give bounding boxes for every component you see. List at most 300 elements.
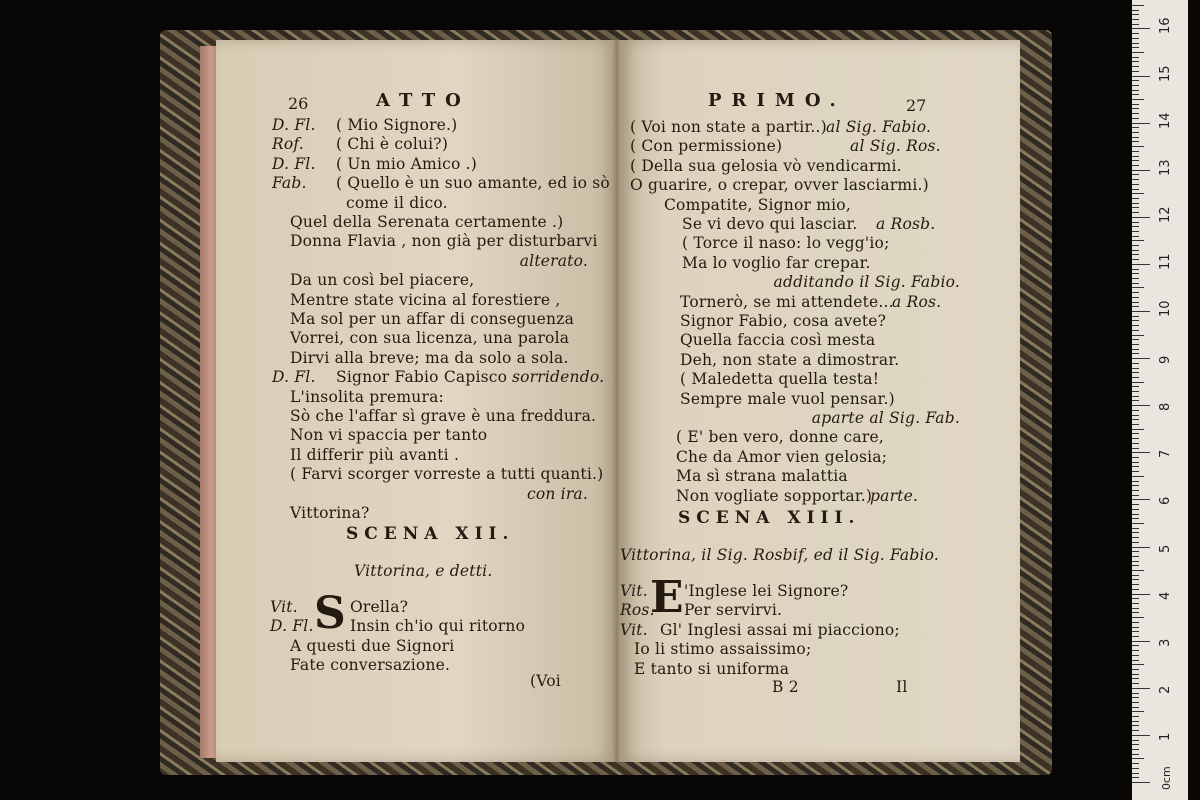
ruler-tick [1132,758,1144,759]
ruler-tick [1132,292,1139,293]
ruler-tick [1132,735,1150,736]
ruler-tick [1132,198,1139,199]
ruler-tick [1132,118,1139,119]
ruler-label: 2 [1158,685,1173,694]
verse-text: Signor Fabio Capisco [336,368,508,387]
ruler-tick [1132,749,1139,750]
ruler-tick [1132,353,1139,354]
verse-text: Sempre male vuol pensar.) [680,389,895,408]
ruler-tick [1132,14,1139,15]
verse-text: Il differir più avanti . [290,445,460,464]
text-line [216,194,616,214]
ruler-tick [1132,754,1139,755]
verse-text: Da un così bel piacere, [290,271,475,290]
ruler-tick [1132,660,1139,661]
verse-text: E tanto si uniforma [634,659,790,678]
ruler-tick [1132,306,1139,307]
ruler-tick [1132,43,1139,44]
ruler-tick [1132,763,1139,764]
text-line [216,174,616,194]
ruler-tick [1132,165,1139,166]
text-line [216,116,616,136]
verse-text: Orella? [350,598,409,616]
ruler-label: 1 [1158,732,1173,741]
ruler-tick [1132,693,1139,694]
ruler-tick [1132,377,1139,378]
ruler-tick [1132,372,1139,373]
text-line [620,254,1020,274]
ruler-tick [1132,499,1150,500]
text-line [216,426,616,446]
text-line [620,601,1020,621]
ruler-tick [1132,382,1144,383]
ruler-tick [1132,537,1139,538]
ruler-tick [1132,410,1139,411]
speaker-label: D. Fl. [270,617,314,636]
ruler-tick [1132,287,1144,288]
ruler-label: 5 [1158,544,1173,553]
text-line [216,446,616,466]
ruler-label: 11 [1158,253,1173,270]
ruler-tick [1132,52,1144,53]
ruler-tick [1132,509,1139,510]
ruler-label: 14 [1158,112,1173,129]
text-line [620,390,1020,410]
catchword: Il [896,678,908,696]
ruler-tick [1132,217,1150,218]
ruler-label: 10 [1158,300,1173,317]
ruler-tick [1132,94,1139,95]
text-line [216,485,616,505]
ruler-tick [1132,344,1139,345]
verse-text: ( Torce il naso: lo vegg'io; [682,234,890,253]
ruler-tick [1132,664,1144,665]
stage-direction: a Rosb. [876,215,936,233]
ruler-tick [1132,358,1150,359]
text-line [620,660,1020,680]
stage-direction: a Ros. [892,292,942,311]
ruler-tick [1132,170,1150,171]
ruler-tick [1132,612,1139,613]
ruler-tick [1132,269,1139,270]
ruler-tick [1132,429,1144,430]
verse-text: Dirvi alla breve; ma da solo a sola. [290,348,569,367]
ruler-tick [1132,452,1150,453]
ruler-tick [1132,768,1139,769]
verse-text: ( Mio Signore.) [336,116,458,134]
ruler-tick [1132,184,1139,185]
ruler-tick [1132,419,1139,420]
running-head: ATTO [376,90,471,111]
ruler-tick [1132,189,1139,190]
ruler-tick [1132,386,1139,387]
text-line [620,428,1020,448]
ruler-tick [1132,363,1139,364]
ruler-label: 4 [1158,591,1173,600]
verse-text: Non vogliate sopportar.) [676,486,873,505]
text-line [620,448,1020,468]
ruler-tick [1132,551,1139,552]
ruler-tick [1132,702,1139,703]
text-line [620,137,1020,157]
verse-text: ( Quello è un suo amante, ed io sò [336,174,610,193]
ruler-tick [1132,504,1139,505]
ruler-tick [1132,584,1139,585]
signature-mark: B 2 [772,678,799,696]
ruler-tick [1132,80,1139,81]
ruler-tick [1132,99,1144,100]
right-page [620,40,1020,762]
ruler-tick [1132,174,1139,175]
drop-capital: S [314,588,346,639]
ruler-tick [1132,471,1139,472]
ruler-tick [1132,391,1139,392]
ruler-tick [1132,782,1150,783]
text-line [620,273,1020,293]
running-head: PRIMO. [708,90,846,111]
ruler-tick [1132,707,1139,708]
text-line [216,504,616,524]
ruler-tick [1132,33,1139,34]
verse-text: ( Maledetta quella testa! [680,370,880,389]
ruler-tick [1132,438,1139,439]
ruler-tick [1132,443,1139,444]
ruler-tick [1132,711,1144,712]
text-line [620,312,1020,332]
stage-direction: al Sig. Fabio. [826,118,932,136]
stage-direction: al Sig. Ros. [850,137,941,156]
verse-text: L'insolita premura: [290,387,444,406]
text-line [216,368,616,388]
ruler-tick [1132,561,1139,562]
text-line [620,621,1020,641]
ruler-tick [1132,132,1139,133]
ruler-tick [1132,627,1139,628]
ruler-tick [1132,316,1139,317]
ruler-label: 8 [1158,402,1173,412]
scale-ruler [1132,0,1188,800]
text-line [216,598,616,618]
speaker-label: Vit. [620,620,648,639]
text-line [620,487,1020,507]
ruler-tick [1132,137,1139,138]
ruler-tick [1132,669,1139,670]
ruler-tick [1132,264,1150,265]
verse-text: Sò che l'affar sì grave è una freddura. [290,407,597,425]
left-page [216,40,616,762]
ruler-tick [1132,730,1139,731]
ruler-tick [1132,259,1139,260]
ruler-tick [1132,203,1139,204]
verse-text: ( Un mio Amico .) [336,154,478,173]
verse-text: O guarire, o crepar, ovver lasciarmi.) [630,176,929,195]
ruler-tick [1132,212,1139,213]
ruler-tick [1132,19,1139,20]
scene-cast: Vittorina, il Sig. Rosbif, ed il Sig. Fabio. [620,546,940,564]
ruler-tick [1132,532,1139,533]
ruler-tick [1132,598,1139,599]
speaker-label: Rof. [272,135,304,154]
ruler-tick [1132,47,1139,48]
ruler-tick [1132,457,1139,458]
scene-cast: Vittorina, e detti. [354,562,493,580]
ruler-tick [1132,85,1139,86]
ruler-tick [1132,396,1139,397]
verse-text: Insin ch'io qui ritorno [350,617,526,636]
ruler-tick [1132,495,1139,496]
ruler-tick [1132,570,1144,571]
page-number: 27 [906,96,927,115]
ruler-tick [1132,622,1139,623]
ruler-tick [1132,250,1139,251]
ruler-tick [1132,320,1139,321]
ruler-tick [1132,641,1150,642]
ruler-tick [1132,415,1139,416]
ruler-tick [1132,603,1139,604]
text-line [216,329,616,349]
ruler-label: 13 [1158,159,1173,176]
ruler-tick [1132,179,1139,180]
text-line [620,351,1020,371]
verse-text: A questi due Signori [290,636,455,655]
speaker-label: D. Fl. [272,116,316,134]
ruler-tick [1132,330,1139,331]
ruler-tick [1132,127,1139,128]
ruler-tick [1132,631,1139,632]
ruler-tick [1132,523,1144,524]
text-line [216,465,616,485]
ruler-tick [1132,66,1139,67]
text-line [216,310,616,330]
ruler-tick [1132,518,1139,519]
ruler-tick [1132,462,1139,463]
text-line [216,232,616,252]
ruler-tick [1132,123,1150,124]
ruler-tick [1132,222,1139,223]
ruler-tick [1132,5,1144,6]
verse-text: Mentre state vicina al forestiere , [290,290,561,309]
verse-text: Deh, non state a dimostrar. [680,350,900,369]
ruler-label: 3 [1158,638,1173,647]
ruler-tick [1132,674,1139,675]
verse-text: come il dico. [346,193,448,212]
ruler-tick [1132,589,1139,590]
text-line [620,331,1020,351]
ruler-tick [1132,448,1139,449]
text-line [216,407,616,427]
ruler-tick [1132,193,1144,194]
ruler-tick [1132,10,1139,11]
speaker-label: Vit. [620,582,648,600]
ruler-tick [1132,744,1139,745]
stage-direction: sorridendo. [512,368,605,387]
text-line [216,135,616,155]
ruler-tick [1132,156,1139,157]
text-line [216,349,616,369]
ruler-tick [1132,400,1139,401]
text-line [216,155,616,175]
text-line [216,271,616,291]
ruler-tick [1132,721,1139,722]
ruler-label: 6 [1158,497,1173,506]
ruler-tick [1132,716,1139,717]
stage-direction: con ira. [526,484,588,503]
text-line [620,370,1020,390]
ruler-label: 16 [1158,17,1173,35]
ruler-unit: 0cm [1160,766,1173,790]
verse-text: Fate conversazione. [290,656,451,675]
ruler-tick [1132,433,1139,434]
ruler-tick [1132,160,1139,161]
ruler-tick [1132,141,1139,142]
ruler-tick [1132,71,1139,72]
ruler-tick [1132,466,1139,467]
text-line [620,234,1020,254]
text-line [216,252,616,272]
ruler-tick [1132,579,1139,580]
text-line [216,637,616,657]
ruler-tick [1132,688,1150,689]
ruler-tick [1132,481,1139,482]
verse-text: Vittorina? [290,504,370,522]
ruler-tick [1132,565,1139,566]
text-line [620,409,1020,429]
stage-direction: parte. [870,486,919,505]
ruler-tick [1132,108,1139,109]
ruler-tick [1132,278,1139,279]
stage-direction: alterato. [519,251,588,270]
ruler-label: 9 [1158,355,1173,365]
ruler-tick [1132,405,1150,406]
ruler-tick [1132,113,1139,114]
ruler-tick [1132,311,1150,312]
ruler-tick [1132,273,1139,274]
text-line [620,640,1020,660]
ruler-tick [1132,476,1144,477]
ruler-tick [1132,335,1144,336]
text-line [620,215,1020,235]
ruler-label: 12 [1158,206,1173,223]
ruler-tick [1132,594,1150,595]
verse-text: Signor Fabio, cosa avete? [680,312,887,330]
text-line [620,467,1020,487]
verse-text: Quella faccia così mesta [680,331,876,350]
ruler-tick [1132,38,1139,39]
verse-text: Ma sì strana malattia [676,467,848,486]
ruler-label: 7 [1158,450,1173,459]
ruler-tick [1132,617,1144,618]
ruler-tick [1132,24,1139,25]
ruler-tick [1132,57,1139,58]
verse-text: ( Farvi scorger vorreste a tutti quanti.) [290,465,604,484]
ruler-tick [1132,514,1139,515]
ruler-tick [1132,725,1139,726]
verse-text: ( Voi non state a partir..) [630,118,827,136]
text-line [620,157,1020,177]
scene-title: SCENA XII. [346,524,515,544]
verse-text: ( Della sua gelosia vò vendicarmi. [630,156,902,175]
verse-text: Compatite, Signor mio, [664,195,851,214]
speaker-label: Fab. [272,174,307,193]
ruler-tick [1132,528,1139,529]
stage-direction: aparte al Sig. Fab. [811,409,960,427]
text-line [620,176,1020,196]
ruler-tick [1132,245,1139,246]
verse-text: Donna Flavia , non già per disturbarvi [290,232,598,251]
ruler-tick [1132,302,1139,303]
verse-text: Se vi devo qui lasciar. [682,215,858,233]
ruler-tick [1132,645,1139,646]
ruler-tick [1132,76,1150,77]
ruler-tick [1132,146,1144,147]
text-line [620,293,1020,313]
verse-text: Per servirvi. [684,601,783,620]
ruler-tick [1132,231,1139,232]
verse-text: 'Inglese lei Signore? [684,582,849,600]
ruler-tick [1132,297,1139,298]
text-line [216,388,616,408]
text-line [216,617,616,637]
ruler-tick [1132,339,1139,340]
verse-text: ( E' ben vero, donne care, [676,428,884,447]
ruler-tick [1132,28,1150,29]
text-line [216,291,616,311]
ruler-tick [1132,655,1139,656]
speaker-label: D. Fl. [272,154,316,173]
ruler-tick [1132,207,1139,208]
ruler-tick [1132,650,1139,651]
ruler-tick [1132,151,1139,152]
verse-text: Gl' Inglesi assai mi piacciono; [660,620,900,639]
stage-direction: additando il Sig. Fabio. [773,273,960,292]
speaker-label: D. Fl. [272,368,316,387]
ruler-tick [1132,61,1139,62]
ruler-tick [1132,104,1139,105]
ruler-tick [1132,575,1139,576]
ruler-tick [1132,226,1139,227]
verse-text: Io li stimo assaissimo; [634,640,812,659]
ruler-tick [1132,678,1139,679]
ruler-tick [1132,325,1139,326]
ruler-tick [1132,608,1139,609]
catchword: (Voi [530,672,561,690]
verse-text: Vorrei, con sua licenza, una parola [290,329,570,348]
ruler-tick [1132,283,1139,284]
ruler-tick [1132,254,1139,255]
ruler-tick [1132,697,1139,698]
ruler-label: 15 [1158,64,1173,82]
ruler-tick [1132,490,1139,491]
text-line [620,118,1020,138]
verse-text: Ma sol per un affar di conseguenza [290,310,575,328]
ruler-tick [1132,485,1139,486]
ruler-tick [1132,777,1139,778]
ruler-tick [1132,636,1139,637]
drop-capital: E [650,572,684,623]
text-line [620,196,1020,216]
ruler-tick [1132,236,1139,237]
ruler-tick [1132,547,1150,548]
ruler-tick [1132,556,1139,557]
speaker-label: Vit. [270,598,298,616]
ruler-tick [1132,349,1139,350]
ruler-tick [1132,424,1139,425]
speaker-label: Ros. [620,601,655,620]
text-line [620,582,1020,602]
verse-text: ( Con permissione) [630,137,783,156]
ruler-tick [1132,773,1139,774]
page-number: 26 [288,94,309,113]
